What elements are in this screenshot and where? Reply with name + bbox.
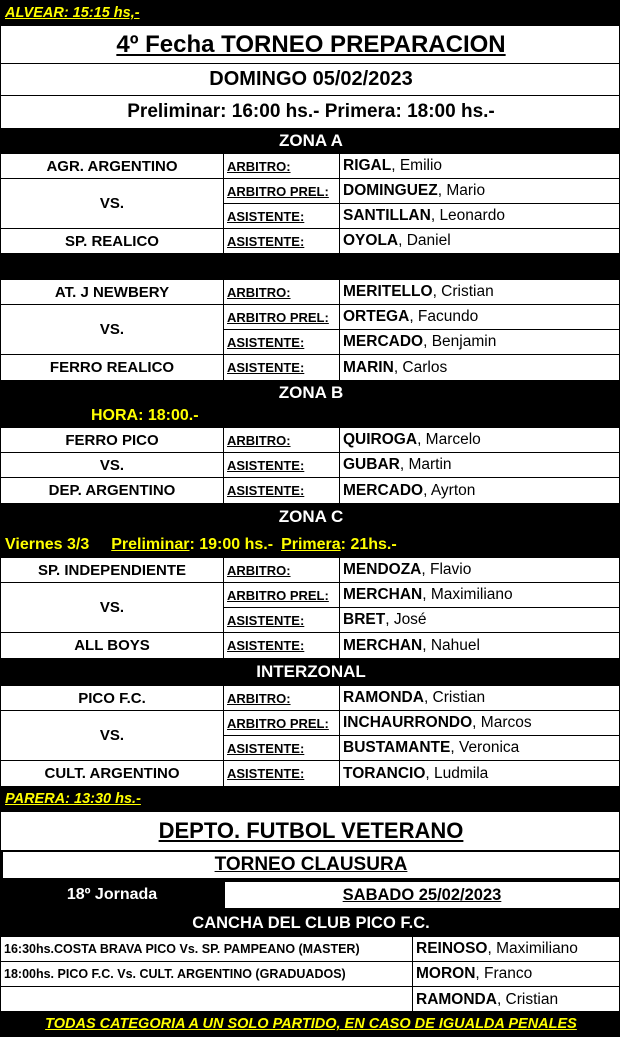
- official-name: MARIN , Carlos: [343, 358, 448, 376]
- zona-b-match: [1, 428, 620, 503]
- official-name: MERCHAN , Maximiliano: [340, 583, 620, 608]
- role-label: ASISTENTE:: [224, 229, 339, 254]
- vs-label: VS.: [1, 711, 223, 761]
- zona-a-match-2: [1, 280, 620, 380]
- veterano-match: 16:30hs.COSTA BRAVA PICO Vs. SP. PAMPEANO (MASTER): [1, 937, 412, 962]
- veterano-title-row: [1, 812, 620, 850]
- interzonal-match: [1, 686, 620, 786]
- home-team: AT. J NEWBERY: [1, 280, 223, 305]
- zona-a-match-1: [1, 154, 620, 254]
- zona-c-day: Viernes 3/3: [5, 535, 90, 553]
- home-team: SP. INDEPENDIENTE: [1, 558, 223, 583]
- footer-note: TODAS CATEGORIA A UN SOLO PARTIDO, EN CASO DE IGUALDA PENALES: [45, 1016, 577, 1032]
- role-label: ASISTENTE:: [227, 483, 305, 498]
- role-label: ASISTENTE:: [224, 453, 339, 478]
- role-label: ARBITRO:: [224, 428, 339, 453]
- alvear-time: ALVEAR: 15:15 hs,-: [5, 5, 140, 21]
- home-team: AGR. ARGENTINO: [1, 154, 223, 179]
- vs-label: VS.: [1, 305, 223, 355]
- official-name: GUBAR , Martin: [340, 453, 620, 478]
- parera-bar: [1, 786, 620, 812]
- away-team: SP. REALICO: [1, 229, 223, 254]
- role-label: ASISTENTE:: [224, 204, 339, 229]
- role-label: ARBITRO PREL:: [224, 583, 339, 608]
- cancha-label: CANCHA DEL CLUB PICO F.C.: [192, 913, 430, 932]
- official-name: QUIROGA , Marcelo: [340, 428, 620, 453]
- away-team: CULT. ARGENTINO: [44, 765, 180, 782]
- zona-c-label: ZONA C: [278, 507, 344, 526]
- official-name: BRET , José: [340, 608, 620, 633]
- zona-c-match: [1, 558, 620, 658]
- jornada-label: 18º Jornada: [66, 886, 158, 903]
- veterano-match: [1, 987, 412, 1011]
- match-times: Preliminar: 16:00 hs.- Primera: 18:00 hs.-: [127, 101, 495, 122]
- title-row: [1, 26, 620, 64]
- times-row: [1, 96, 620, 128]
- home-team: PICO F.C.: [1, 686, 223, 711]
- away-team: FERRO REALICO: [49, 359, 175, 376]
- page-title: 4º Fecha TORNEO PREPARACION: [116, 30, 506, 58]
- official-name: MERCADO , Ayrton: [343, 481, 476, 499]
- zona-b-hora: HORA: 18:00.-: [91, 407, 199, 424]
- veterano-match: 18:00hs. PICO F.C. Vs. CULT. ARGENTINO (GRADUADOS): [1, 962, 412, 987]
- official-name: SANTILLAN , Leonardo: [340, 204, 620, 229]
- official-name: RIGAL , Emilio: [340, 154, 620, 179]
- match-date: DOMINGO 05/02/2023: [209, 68, 413, 90]
- official-name: ORTEGA , Facundo: [340, 305, 620, 330]
- parera-time: PARERA: 13:30 hs.-: [5, 791, 141, 807]
- veterano-referee: REINOSO , Maximiliano: [413, 937, 620, 962]
- role-label: ARBITRO:: [224, 154, 339, 179]
- official-name: DOMINGUEZ , Mario: [340, 179, 620, 204]
- torneo-label: TORNEO CLAUSURA: [214, 854, 408, 875]
- zona-b-header: [1, 380, 620, 428]
- official-name: MERCADO , Benjamin: [340, 330, 620, 355]
- zona-a-label: ZONA A: [279, 131, 343, 150]
- role-label: ASISTENTE:: [224, 330, 339, 355]
- zona-c-prelim-label: Preliminar: [111, 535, 190, 553]
- away-team: ALL BOYS: [74, 637, 150, 654]
- role-label: ASISTENTE:: [227, 638, 305, 653]
- zona-b-label: ZONA B: [278, 383, 344, 402]
- vs-label: VS.: [1, 583, 223, 633]
- zona-a-header: [1, 128, 620, 154]
- zona-c-primera-time: : 21hs.-: [340, 535, 397, 553]
- veterano-matches: [1, 936, 620, 1011]
- official-name: OYOLA , Daniel: [340, 229, 620, 254]
- vs-label: VS.: [1, 453, 223, 478]
- vs-label: VS.: [1, 179, 223, 229]
- away-team: DEP. ARGENTINO: [48, 482, 176, 499]
- role-label: ARBITRO PREL:: [224, 179, 339, 204]
- official-name: MERITELLO , Cristian: [340, 280, 620, 305]
- role-label: ARBITRO:: [224, 558, 339, 583]
- veterano-title: DEPTO. FUTBOL VETERANO: [158, 818, 464, 843]
- zona-c-header: [1, 503, 620, 558]
- role-label: ARBITRO:: [224, 280, 339, 305]
- official-name: RAMONDA , Cristian: [340, 686, 620, 711]
- official-name: MERCHAN , Nahuel: [343, 636, 480, 654]
- official-name: BUSTAMANTE , Veronica: [340, 736, 620, 761]
- role-label: ASISTENTE:: [227, 766, 305, 781]
- veterano-referee: RAMONDA , Cristian: [416, 990, 559, 1008]
- official-name: MENDOZA , Flavio: [340, 558, 620, 583]
- role-label: ARBITRO PREL:: [224, 711, 339, 736]
- zona-c-schedule: [5, 531, 397, 558]
- interzonal-header: [1, 658, 620, 686]
- role-label: ASISTENTE:: [224, 608, 339, 633]
- veterano-date: SABADO 25/02/2023: [342, 885, 502, 904]
- role-label: ASISTENTE:: [224, 736, 339, 761]
- zona-c-primera-label: Primera: [281, 535, 341, 553]
- role-label: ASISTENTE:: [227, 360, 305, 375]
- veterano-header: [1, 850, 620, 936]
- alvear-bar: [1, 0, 620, 26]
- role-label: ARBITRO PREL:: [224, 305, 339, 330]
- home-team: FERRO PICO: [1, 428, 223, 453]
- official-name: INCHAURRONDO , Marcos: [340, 711, 620, 736]
- zona-c-prelim-time: : 19:00 hs.-: [189, 535, 274, 553]
- veterano-referee: MORON , Franco: [413, 962, 620, 987]
- footer-bar: [1, 1011, 620, 1037]
- role-label: ARBITRO:: [224, 686, 339, 711]
- separator-bar: [1, 254, 620, 280]
- interzonal-label: INTERZONAL: [256, 662, 366, 681]
- official-name: TORANCIO , Ludmila: [343, 764, 489, 782]
- date-row: [1, 64, 620, 96]
